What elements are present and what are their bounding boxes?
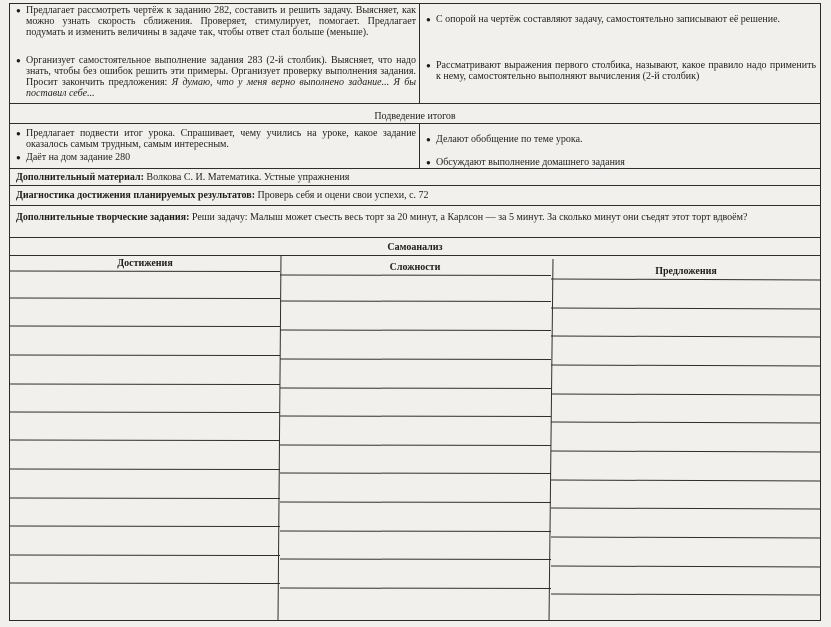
creative-task-row [16,212,816,223]
row-divider [10,185,820,186]
grid-row-line [280,301,551,302]
summary-teacher-text-1: Предлагает подвести итог урока. Спрашивает, чему учились на уроке, какое задание оказалось самым трудным, самым интересным. [26,128,416,150]
grid-row-line [551,336,820,337]
bullet: ● [426,135,431,144]
grid-row-line [10,412,280,413]
grid-row-line [10,555,280,556]
summary-teacher-text-2: Даёт на дом задание 280 [26,152,131,163]
grid-row-line [10,440,280,441]
bullet: ● [16,6,21,15]
grid-row-line [10,355,280,356]
grid-row-line [10,384,280,385]
bullet: ● [16,153,21,162]
grid-row-line [280,531,551,532]
column-header-suggestions: Предложения [655,266,717,277]
bullet: ● [426,61,431,70]
extra-material-text: Волкова С. И. Математика. Устные упражнения [143,172,350,183]
grid-row-line [551,451,820,452]
bullet: ● [16,56,21,65]
grid-row-line [10,326,280,327]
grid-row-line [551,394,820,395]
column-divider [419,4,420,103]
grid-row-line [551,308,820,309]
grid-row-line [280,588,551,589]
student-activity-text-1: С опорой на чертёж составляют задачу, самостоятельно записывают её решение. [436,14,781,25]
diagnostics-row [16,190,816,201]
grid-column-line [549,259,553,621]
grid-column-line [278,255,281,621]
teacher-activity-text-2 [26,55,416,99]
row-divider [10,103,820,104]
column-header-difficulties: Сложности [389,262,441,273]
grid-row-line [10,583,280,584]
grid-row-line [280,388,551,389]
grid-row-line [280,359,551,360]
creative-task-label: Дополнительные творческие задания: [16,212,190,223]
self-analysis-grid [10,255,820,621]
grid-row-line [10,526,280,527]
grid-row-line [280,473,551,474]
summary-student-text-2: Обсуждают выполнение домашнего задания [436,157,625,168]
grid-row-line [551,279,820,280]
row-divider [10,123,820,124]
grid-row-line [280,416,551,417]
bullet: ● [16,129,21,138]
grid-row-line [10,498,280,499]
grid-row-line [280,275,551,276]
grid-row-line [551,422,820,423]
grid-row-line [551,537,820,538]
grid-row-line [10,271,280,272]
grid-row-line [551,594,820,595]
grid-row-line [10,469,280,470]
grid-row-line [280,559,551,560]
teacher-activity-text-2-italic: Я думаю, что у меня верно выполнено задание... Я бы поставил себе... [26,77,416,99]
bullet: ● [426,158,431,167]
creative-task-text: Реши задачу: Малыш может съесть весь торт за 20 минут, а Карлсон — за 5 минут. За сколько минут они съедят этот торт вдвоём? [189,212,748,223]
bullet: ● [426,15,431,24]
diagnostics-label: Диагностика достижения планируемых результатов: [16,190,256,201]
grid-row-line [280,330,551,331]
grid-row-line [551,365,820,366]
row-divider [10,237,820,238]
self-analysis-grid-lines [10,255,820,621]
row-divider [10,168,820,169]
self-analysis-title: Самоанализ [387,242,443,253]
extra-material-label: Дополнительный материал: [16,172,144,183]
student-activity-text-2: Рассматривают выражения первого столбика, называют, какое правило надо применить к нему, самостоятельно выполняют вычисления (2-й столбик) [436,60,816,82]
column-header-achievements: Достижения [117,258,173,269]
grid-row-line [551,508,820,509]
extra-material-row [16,172,816,183]
grid-row-line [551,566,820,567]
teacher-activity-text-2-main: Организует самостоятельное выполнение задания 283 (2-й столбик). Выясняет, что надо знать, чтобы без ошибок решить эти примеры. Организует проверку выполнения задания. Просит закончить предложения: [26,55,416,88]
row-divider [10,205,820,206]
column-divider [419,123,420,168]
grid-row-line [10,298,280,299]
grid-row-line [551,480,820,481]
lesson-plan-table [9,3,821,621]
summary-heading: Подведение итогов [374,111,456,122]
diagnostics-text: Проверь себя и оцени свои успехи, с. 72 [255,190,429,201]
summary-student-text-1: Делают обобщение по теме урока. [436,134,583,145]
grid-row-line [280,502,551,503]
grid-row-line [280,445,551,446]
teacher-activity-text-1: Предлагает рассмотреть чертёж к заданию 282, составить и решить задачу. Выясняет, как можно узнать скорость сближения. Проверяет, стимулирует, помогает. Предлагает подумать и изменить величины в задаче так, чтобы ответ стал больше (меньше). [26,5,416,38]
